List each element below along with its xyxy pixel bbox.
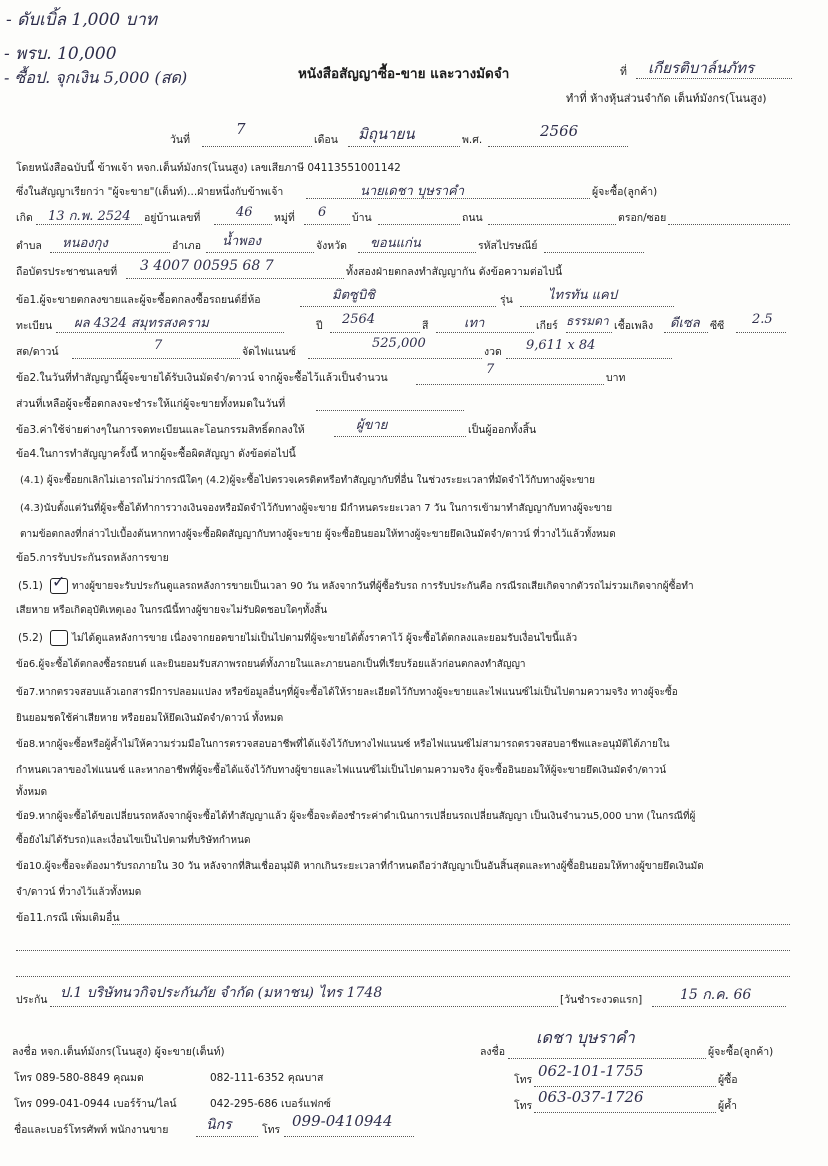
clause5-2-text: ไม่ได้ดูแลหลังการขาย เนื่องจากยอดขายไม่เป็นไปตามที่ผู้จะขายได้ตั้งราคาไว้ ผู้จะซื้อได้ตกลงและยอมรับเงื่อนไขนี้แล้ว bbox=[72, 633, 578, 644]
clause10b-text: จำ/ดาวน์ ที่วางไว้แล้วทั้งหมด bbox=[16, 887, 142, 898]
clause11-line-3 bbox=[16, 976, 790, 977]
car-color: เทา bbox=[464, 316, 485, 331]
guarantor-tel-label: โทร bbox=[514, 1100, 533, 1112]
clause2b-line bbox=[316, 410, 464, 411]
first-pay-label: [วันชำระงวดแรก] bbox=[560, 994, 643, 1006]
seller-tel-2: โทร 099-041-0944 เบอร์ร้าน/ไลน์ bbox=[14, 1098, 177, 1110]
tambon-label: ตำบล bbox=[16, 240, 42, 252]
idcard-line bbox=[126, 278, 344, 279]
clause2-text: ข้อ2.ในวันที่ทำสัญญานี้ผู้จะขายได้รับเงินมัดจำ/ดาวน์ จากผู้จะซื้อไว้แล้วเป็นจำนวน bbox=[16, 372, 388, 384]
cc-label: ซีซี bbox=[710, 320, 725, 332]
clause11-text: ข้อ11.กรณี เพิ่มเติมอื่น bbox=[16, 912, 120, 924]
seller-tel-1: โทร 089-580-8849 คุณมด bbox=[14, 1072, 144, 1084]
buyer-tel-suffix: ผู้ซื้อ bbox=[718, 1074, 738, 1086]
car-brand: มิตซูบิชิ bbox=[332, 288, 375, 303]
car-fuel: ดีเซล bbox=[670, 316, 700, 331]
checkmark-icon: ✓ bbox=[52, 572, 66, 591]
clause3-value: ผู้ขาย bbox=[356, 418, 388, 433]
clause5-2-num: (5.2) bbox=[18, 632, 43, 644]
no-warranty-checkbox[interactable] bbox=[50, 630, 68, 646]
staff-tel-label: โทร bbox=[262, 1124, 281, 1136]
month-value: มิถุนายน bbox=[358, 125, 415, 143]
province-label: จังหวัด bbox=[316, 240, 347, 252]
month-line bbox=[348, 146, 460, 147]
moo-label: หมู่ที่ bbox=[274, 212, 295, 224]
at-label: ที่ bbox=[620, 66, 627, 78]
clause11-line-2 bbox=[16, 950, 790, 951]
clause8b-text: กำหนดเวลาของไฟแนนซ์ และหากอาชีพที่ผู้จะซื้อได้แจ้งไว้กับทางผู้ขายและไฟแนนซ์ไม่เป็นไปตามความจริง ผู้จะซื้ออินยอมให้ผู้จะขายยึดเงินมัดจำ/ดาวน์ bbox=[16, 765, 667, 776]
idcard-suffix: ทั้งสองฝ่ายตกลงทำสัญญากัน ดังข้อความต่อไปนี้ bbox=[346, 266, 563, 278]
buyer-signature: เดชา บุษราคำ bbox=[536, 1028, 635, 1047]
install-value: 9,611 x 84 bbox=[526, 338, 596, 353]
month-label: เดือน bbox=[314, 134, 338, 146]
buyer-name: นายเดชา บุษราคำ bbox=[360, 184, 465, 199]
at-value: เกียรติบาล์นภัทร bbox=[648, 59, 755, 77]
moo-value: 6 bbox=[318, 205, 327, 220]
clause3-text: ข้อ3.ค่าใช้จ่ายต่างๆในการจดทะเบียนและโอนกรรมสิทธิ์ตกลงให้ bbox=[16, 424, 305, 436]
buyer-prefix: ซึ่งในสัญญาเรียกว่า "ผู้จะขาย"(เต็นท์)...ฝ่ายหนึ่งกับข้าพเจ้า bbox=[16, 186, 284, 198]
finance-value: 525,000 bbox=[372, 336, 426, 351]
color-line bbox=[436, 332, 534, 333]
clause10a-text: ข้อ10.ผู้จะซื้อจะต้องมารับรถภายใน 30 วัน หลังจากที่สินเชื่ออนุมัติ หากเกินระยะเวลาที่กำหนดถือว่าสัญญาเป็นอันสิ้นสุดและทางผู้ซื้อยินยอมให้ทางผู้ขายยึดเงินมัด bbox=[16, 861, 704, 872]
day-label: วันที่ bbox=[170, 134, 190, 146]
tambon-value: หนองกุง bbox=[62, 236, 108, 251]
car-year-line bbox=[330, 332, 420, 333]
soi-line bbox=[668, 224, 790, 225]
zip-label: รหัสไปรษณีย์ bbox=[478, 240, 538, 252]
down-line bbox=[72, 358, 240, 359]
finance-label: จัดไฟแนนซ์ bbox=[242, 346, 296, 358]
birth-value: 13 ก.พ. 2524 bbox=[48, 209, 131, 224]
first-pay-line bbox=[652, 1006, 786, 1007]
car-model: ไทรทัน แคป bbox=[548, 288, 618, 303]
model-line bbox=[520, 306, 674, 307]
clause2b-text: ส่วนที่เหลือผู้จะซื้อตกลงจะชำระให้แก่ผู้จะขายทั้งหมดในวันที่ bbox=[16, 398, 286, 410]
amphoe-line bbox=[206, 252, 314, 253]
clause3-suffix: เป็นผู้ออกทั้งสิ้น bbox=[468, 424, 537, 436]
reg-label: ทะเบียน bbox=[16, 320, 53, 332]
idcard-value: 3 4007 00595 68 7 bbox=[140, 258, 274, 274]
house-line bbox=[214, 224, 272, 225]
guarantor-tel-line bbox=[534, 1112, 716, 1113]
idcard-label: ถือบัตรประชาชนเลขที่ bbox=[16, 266, 118, 278]
staff-tel-line bbox=[284, 1136, 414, 1137]
clause7b-text: ยินยอมชดใช้ค่าเสียหาย หรือยอมให้ยึดเงินมัดจำ/ดาวน์ ทั้งหมด bbox=[16, 713, 284, 724]
color-label: สี bbox=[422, 320, 429, 332]
amphoe-value: น้ำพอง bbox=[222, 234, 261, 249]
car-year-label: ปี bbox=[316, 320, 323, 332]
year-line bbox=[488, 146, 628, 147]
gear-label: เกียร์ bbox=[536, 320, 558, 332]
document-title: หนังสือสัญญาซื้อ-ขาย และวางมัดจำ bbox=[298, 66, 510, 82]
buyer-suffix: ผู้จะซื้อ(ลูกค้า) bbox=[592, 186, 658, 198]
down-label: สด/ดาวน์ bbox=[16, 346, 59, 358]
gear-line bbox=[566, 332, 612, 333]
province-value: ขอนแก่น bbox=[370, 236, 421, 251]
intro-text: โดยหนังสือฉบับนี้ ข้าพเจ้า หจก.เต็นท์มังกร(โนนสูง) เลขเสียภาษี 04113551001142 bbox=[16, 162, 401, 174]
brand-line bbox=[300, 306, 496, 307]
insurance-line bbox=[50, 1006, 558, 1007]
road-line bbox=[488, 224, 616, 225]
insurance-value: ป.1 บริษัทนวกิจประกันภัย จำกัด (มหาชน) ไทร 1748 bbox=[60, 985, 383, 1001]
car-cc: 2.5 bbox=[752, 312, 773, 327]
soi-label: ตรอก/ซอย bbox=[618, 212, 667, 224]
buyer-tel-label: โทร bbox=[514, 1074, 533, 1086]
seller-tel-2b: 042-295-686 เบอร์แฟกซ์ bbox=[210, 1098, 331, 1110]
clause4-3b-text: ตามข้อตกลงที่กล่าวไปเบื้องต้นหากทางผู้จะซื้อผิดสัญญากับทางผู้จะขาย ผู้จะซื้อยินยอมให้ทางผู้จะขายยึดเงินมัดจำ/ดาวน์ ที่วางไว้แล้วทั้งหมด bbox=[20, 529, 616, 540]
village-line bbox=[378, 224, 460, 225]
install-line bbox=[506, 358, 672, 359]
birth-label: เกิด bbox=[16, 212, 33, 224]
zip-line bbox=[544, 252, 644, 253]
guarantor-tel-suffix: ผู้ค้ำ bbox=[718, 1100, 738, 1112]
buyer-tel-line bbox=[534, 1086, 716, 1087]
car-gear: ธรรมดา bbox=[566, 314, 609, 328]
fuel-label: เชื้อเพลิง bbox=[614, 320, 654, 332]
handwritten-note-3: - ซื้อป. จุกเงิน 5,000 (สด) bbox=[4, 68, 188, 87]
buyer-tel: 062-101-1755 bbox=[538, 1062, 644, 1080]
guarantor-tel: 063-037-1726 bbox=[538, 1088, 644, 1106]
clause6-text: ข้อ6.ผู้จะซื้อได้ตกลงซื้อรถยนต์ และยินยอมรับสภาพรถยนต์ทั้งภายในและภายนอกเป็นที่เรียบร้อยแล้วก่อนตกลงทำสัญญา bbox=[16, 659, 526, 670]
buyer-sign-suffix: ผู้จะซื้อ(ลูกค้า) bbox=[708, 1046, 774, 1058]
clause2-line bbox=[416, 384, 604, 385]
clause5-1b-text: เสียหาย หรือเกิดอุบัติเหตุเอง ในกรณีนี้ทางผู้ขายจะไม่รับผิดชอบใดๆทั้งสิ้น bbox=[16, 605, 328, 616]
amphoe-label: อำเภอ bbox=[172, 240, 202, 252]
clause5-title: ข้อ5.การรับประกันรถหลังการขาย bbox=[16, 552, 169, 564]
moo-line bbox=[304, 224, 350, 225]
clause8c-text: ทั้งหมด bbox=[16, 787, 48, 798]
clause2-value: 7 bbox=[486, 362, 495, 377]
clause5-1a-text: ทางผู้ขายจะรับประกันดูแลรถหลังการขายเป็นเวลา 90 วัน หลังจากวันที่ผู้ซื้อรับรถ การรับประกันคือ กรณีรถเสียเกิดจากตัวรถไม่รวมเกิดจากผู้ซื้อทำ bbox=[72, 581, 694, 592]
finance-line bbox=[308, 358, 482, 359]
car-year: 2564 bbox=[342, 312, 376, 327]
buyer-sign-line bbox=[508, 1058, 706, 1059]
insurance-label: ประกัน bbox=[16, 994, 48, 1006]
cc-line bbox=[736, 332, 786, 333]
first-pay-value: 15 ก.ค. 66 bbox=[680, 987, 752, 1003]
clause7a-text: ข้อ7.หากตรวจสอบแล้วเอกสารมีการปลอมแปลง หรือข้อมูลอื่นๆที่ผู้จะซื้อได้ให้รายละเอียดไว้กับทางผู้จะขายและไฟแนนซ์ไม่เป็นไปตามความจริง ทางผู้จะซื้อ bbox=[16, 687, 678, 698]
clause5-1-num: (5.1) bbox=[18, 580, 43, 592]
handwritten-note-2: - พรบ. 10,000 bbox=[4, 44, 117, 64]
house-value: 46 bbox=[236, 205, 253, 220]
clause9a-text: ข้อ9.หากผู้จะซื้อได้ขอเปลี่ยนรถหลังจากผู้จะซื้อได้ทำสัญญาแล้ว ผู้จะซื้อจะต้องชำระค่าดำเนินการเปลี่ยนรถเปลี่ยนสัญญา เป็นเงินจำนวน5,000 บาท (ในกรณีที่ผู้ bbox=[16, 811, 696, 822]
buyer-sign-label: ลงชื่อ bbox=[480, 1046, 505, 1058]
staff-label: ชื่อและเบอร์โทรศัพท์ พนักงานขาย bbox=[14, 1124, 169, 1136]
clause11-line-1 bbox=[112, 924, 790, 925]
year-value: 2566 bbox=[540, 122, 579, 140]
clause2-unit: บาท bbox=[606, 372, 626, 384]
clause4-3a-text: (4.3)นับตั้งแต่วันที่ผู้จะซื้อได้ทำการวางเงินจองหรือมัดจำไว้กับทางผู้จะขาย มีกำหนดระยะเวลา 7 วัน ในการเข้ามาทำสัญญากับทางผู้จะขาย bbox=[20, 503, 613, 514]
clause4-text: ข้อ4.ในการทำสัญญาครั้งนี้ หากผู้จะซื้อผิดสัญญา ดังข้อต่อไปนี้ bbox=[16, 448, 296, 460]
handwritten-note-1: - ดับเบิ้ล 1,000 บาท bbox=[6, 10, 158, 30]
clause8a-text: ข้อ8.หากผู้จะซื้อหรือผู้ค้ำไม่ให้ความร่วมมือในการตรวจสอบอาชีพที่ได้แจ้งไว้กับทางไฟแนนซ์ หรือไฟแนนซ์ไม่สามารถตรวจสอบอาชีพและอนุมัติได้ภายใน bbox=[16, 739, 670, 750]
clause3-line bbox=[334, 436, 466, 437]
clause9b-text: ซื้อยังไม่ได้รับรถ)และเงื่อนไขเป็นไปตามที่บริษัทกำหนด bbox=[16, 835, 251, 846]
day-value: 7 bbox=[236, 120, 246, 138]
location-text: ทำที่ ห้างหุ้นส่วนจำกัด เต็นท์มังกร(โนนสูง) bbox=[566, 92, 767, 105]
car-reg: ผล 4324 สมุทรสงคราม bbox=[74, 316, 209, 331]
staff-tel: 099-0410944 bbox=[292, 1112, 393, 1130]
clause1-text: ข้อ1.ผู้จะขายตกลงขายและผู้จะซื้อตกลงซื้อรถยนต์ยี่ห้อ bbox=[16, 294, 261, 306]
staff-name: นิกร bbox=[206, 1117, 232, 1133]
clause4-1-text: (4.1) ผู้จะซื้อยกเลิกไม่เอารถไม่ว่ากรณีใดๆ (4.2)ผู้จะซื้อไปตรวจเครดิตหรือทำสัญญากับที่อื่น ในช่วงระยะเวลาที่มัดจำไว้กับทางผู้จะขาย bbox=[20, 475, 596, 486]
seller-sign-text: ลงชื่อ หจก.เต็นท์มังกร(โนนสูง) ผู้จะขาย(เต็นท์) bbox=[12, 1046, 225, 1058]
house-label: อยู่บ้านเลขที่ bbox=[144, 212, 201, 224]
model-label: รุ่น bbox=[500, 294, 513, 306]
seller-tel-1b: 082-111-6352 คุณบาส bbox=[210, 1072, 324, 1084]
village-label: บ้าน bbox=[352, 212, 372, 224]
day-line bbox=[202, 146, 312, 147]
staff-name-line bbox=[196, 1136, 258, 1137]
install-label: งวด bbox=[484, 346, 502, 358]
down-value: 7 bbox=[154, 338, 163, 353]
year-label: พ.ศ. bbox=[462, 134, 483, 146]
road-label: ถนน bbox=[462, 212, 483, 224]
